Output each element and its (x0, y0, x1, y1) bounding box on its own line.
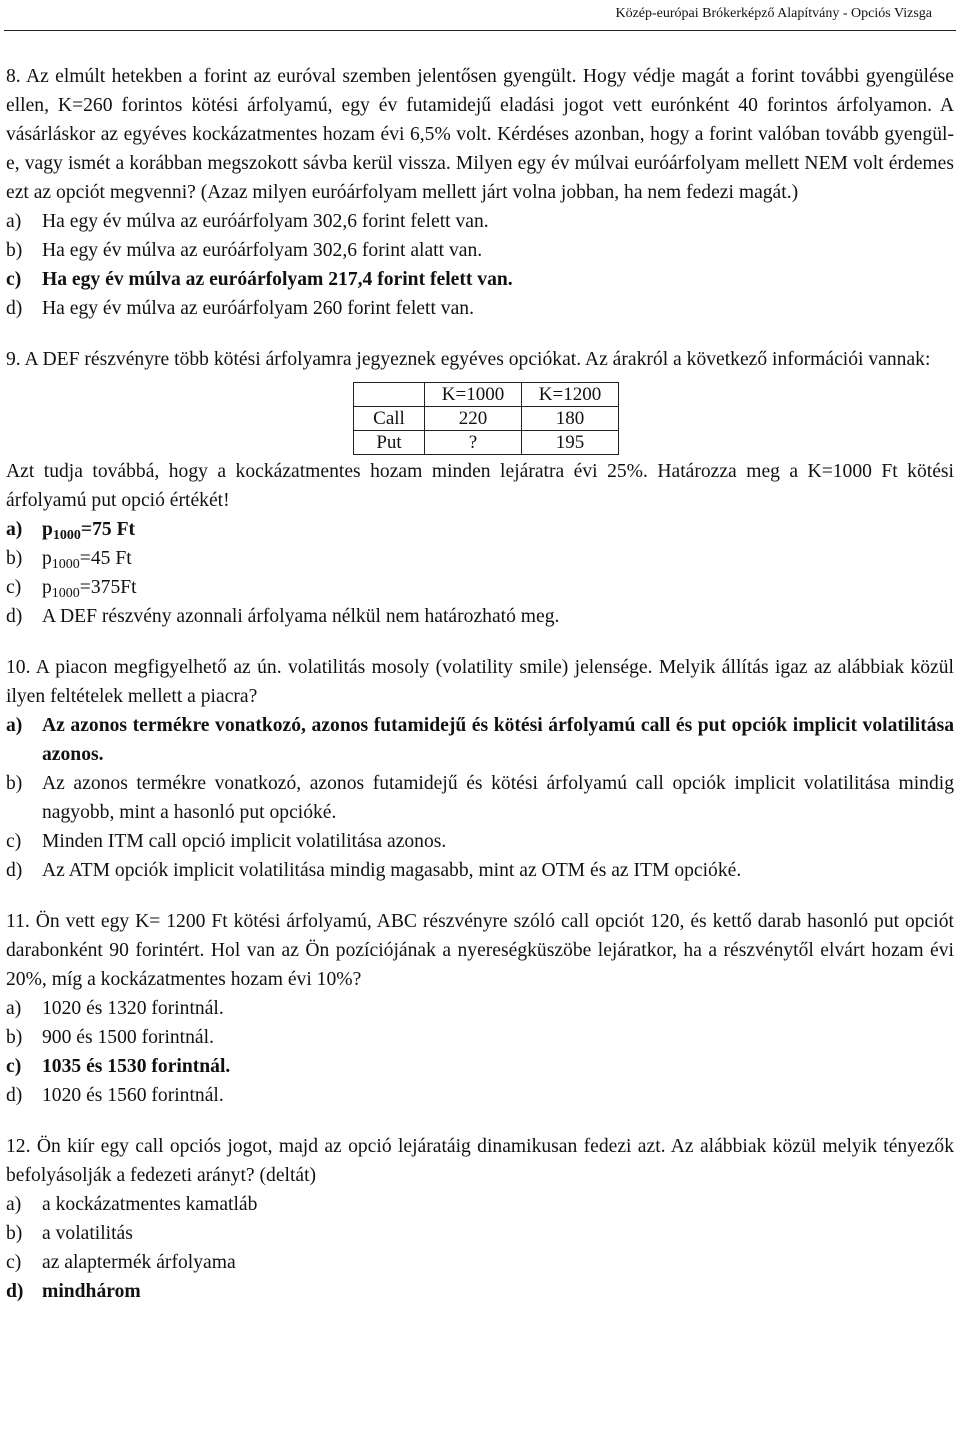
question-9-option-c: c) $p_{1000}=375Ft$ (6, 577, 137, 601)
question-12-text: 12. Ön kiír egy call opciós jogot, majd az opció lejáratáig dinamikusan fedezi azt. Az alábbiak közül melyik tényezők befolyásolják a fedezeti arányt? (deltát) (6, 1136, 954, 1186)
table-cell: 220 (425, 407, 522, 431)
question-8 (6, 62, 954, 323)
table-cell: Put (354, 431, 425, 455)
exam-content (6, 62, 954, 1328)
question-11 (6, 907, 954, 1110)
question-8-option-c-correct: c) Ha egy év múlva az euróárfolyam 217,4 forint felett van. (6, 269, 513, 290)
question-10-text: 10. A piacon megfigyelhető az ún. volatilitás mosoly (volatility smile) jelensége. Melyik állítás igaz az alábbiak közül ilyen feltételek mellett a piacra? (6, 657, 954, 707)
question-12-option-a: a) a kockázatmentes kamatláb (6, 1194, 258, 1215)
table-header-cell: K=1200 (522, 383, 619, 407)
table-row (354, 431, 619, 455)
question-9-option-d: d) A DEF részvény azonnali árfolyama nélkül nem határozható meg. (6, 606, 560, 627)
table-cell: 180 (522, 407, 619, 431)
question-12-option-d-correct: d) mindhárom (6, 1281, 141, 1302)
table-row (354, 407, 619, 431)
question-9-text-2: Azt tudja továbbá, hogy a kockázatmentes hozam minden lejáratra évi 25%. Határozza meg a K=1000 Ft kötési árfolyamú put opció értékét! (6, 461, 954, 511)
table-cell: Call (354, 407, 425, 431)
question-10-option-a-correct: a) Az azonos termékre vonatkozó, azonos futamidejű és kötési árfolyamú call és put opciók implicit volatilitása azonos. (6, 715, 954, 765)
table-header-row (354, 383, 619, 407)
question-8-option-b: b) Ha egy év múlva az euróárfolyam 302,6 forint alatt van. (6, 240, 483, 261)
table-cell: ? (425, 431, 522, 455)
table-header-cell (354, 383, 425, 407)
question-11-option-c-correct: c) 1035 és 1530 forintnál. (6, 1056, 231, 1077)
page-header: Közép-európai Brókerképző Alapítvány - Opciós Vizsga (615, 6, 932, 21)
question-9-option-a-correct: a) $p_{1000}=75$ Ft (6, 519, 136, 543)
question-11-option-a: a) 1020 és 1320 forintnál. (6, 998, 224, 1019)
question-11-option-d: d) 1020 és 1560 forintnál. (6, 1085, 224, 1106)
table-cell: 195 (522, 431, 619, 455)
option-price-table (353, 382, 619, 455)
header-divider (4, 30, 956, 31)
question-9-option-b: b) $p_{1000}=45$ Ft (6, 548, 132, 572)
question-11-text: 11. Ön vett egy K= 1200 Ft kötési árfolyamú, ABC részvényre szóló call opciót 120, és kettő darab hasonló put opciót darabonként 90 forintért. Hol van az Ön pozíciójának a nyereségküszöbe lejáratkor, ha a részvénytől elvárt hozam évi 20%, míg a kockázatmentes hozam évi 10%? (6, 911, 954, 990)
question-12-option-c: c) az alaptermék árfolyama (6, 1252, 236, 1273)
question-8-option-d: d) Ha egy év múlva az euróárfolyam 260 forint felett van. (6, 298, 474, 319)
table-header-cell: K=1000 (425, 383, 522, 407)
question-8-text: 8. Az elmúlt hetekben a forint az euróval szemben jelentősen gyengült. Hogy védje magát a forint további gyengülése ellen, K=260 forintos kötési árfolyamú, egy év futamidejű eladási jogot vett eurónként 40 forintos árfolyamon. A vásárláskor az egyéves kockázatmentes hozam évi 6,5% volt. Kérdéses azonban, hogy a forint valóban tovább gyengül-e, vagy ismét a korábban megszokott sávba kerül vissza. Milyen egy év múlvai euróárfolyam mellett NEM volt érdemes ezt az opciót megvenni? (Azaz milyen euróárfolyam mellett járt volna jobban, ha nem fedezi magát.) (6, 66, 954, 203)
question-10-option-b: b) Az azonos termékre vonatkozó, azonos futamidejű és kötési árfolyamú call opciók implicit volatilitása mindig nagyobb, mint a hasonló put opcióké. (6, 773, 954, 823)
question-12 (6, 1132, 954, 1306)
question-8-option-a: a) Ha egy év múlva az euróárfolyam 302,6 forint felett van. (6, 211, 489, 232)
question-9-text: 9. A DEF részvényre több kötési árfolyamra jegyeznek egyéves opciókat. Az árakról a következő információi vannak: (6, 349, 931, 370)
question-11-option-b: b) 900 és 1500 forintnál. (6, 1027, 214, 1048)
question-12-option-b: b) a volatilitás (6, 1223, 133, 1244)
question-9 (6, 345, 954, 631)
question-10 (6, 653, 954, 885)
question-10-option-d: d) Az ATM opciók implicit volatilitása mindig magasabb, mint az OTM és az ITM opcióké. (6, 860, 742, 881)
question-10-option-c: c) Minden ITM call opció implicit volatilitása azonos. (6, 831, 447, 852)
